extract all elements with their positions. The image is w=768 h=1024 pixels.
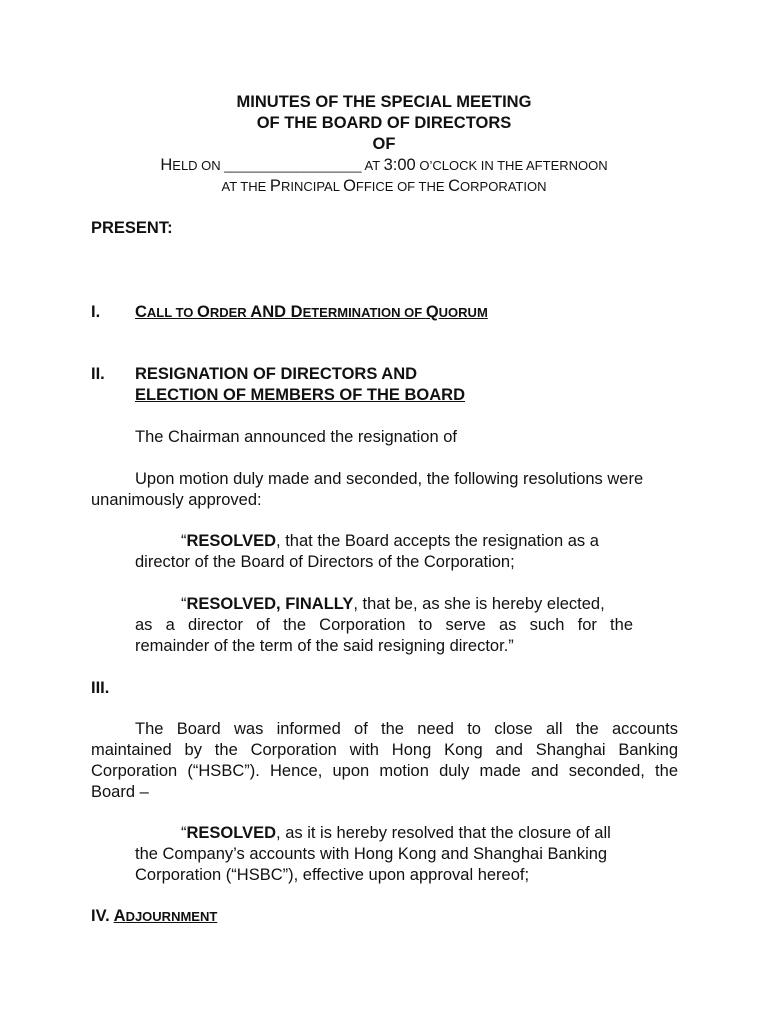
resolution-2-line-1: “RESOLVED, FINALLY, that be, as she is hereby elected, bbox=[181, 595, 605, 613]
motion-line-1: Upon motion duly made and seconded, the following resolutions were bbox=[135, 470, 644, 488]
title-line-1: MINUTES OF THE SPECIAL MEETING bbox=[236, 93, 532, 111]
section-1-numeral: I. bbox=[91, 303, 101, 321]
section-2-title-line-1: RESIGNATION OF DIRECTORS AND bbox=[135, 365, 418, 383]
section-1-title: CALL TO ORDER AND DETERMINATION OF QUORUM bbox=[135, 303, 488, 321]
hsbc-paragraph-line-1: The Board was informed of the need to close all the accounts bbox=[135, 720, 678, 738]
hsbc-paragraph-line-3: Corporation (“HSBC”). Hence, upon motion duly made and seconded, the bbox=[91, 762, 678, 780]
hsbc-resolution-line-3: Corporation (“HSBC”), effective upon approval hereof; bbox=[135, 866, 530, 884]
resolution-2-line-2: as a director of the Corporation to serve as such for the bbox=[135, 616, 633, 634]
held-on-line: HELD ON ___________________ AT 3:00 O’CLOCK IN THE AFTERNOON bbox=[160, 156, 608, 174]
motion-line-2: unanimously approved: bbox=[91, 491, 262, 509]
hsbc-resolution-line-2: the Company’s accounts with Hong Kong and Shanghai Banking bbox=[135, 845, 608, 863]
section-2-title-line-2: ELECTION OF MEMBERS OF THE BOARD bbox=[135, 386, 465, 404]
hsbc-paragraph-line-2: maintained by the Corporation with Hong Kong and Shanghai Banking bbox=[91, 741, 678, 759]
resolution-1-line-2: director of the Board of Directors of the Corporation; bbox=[135, 553, 515, 571]
section-2-numeral: II. bbox=[91, 365, 105, 383]
resolution-1-line-1: “RESOLVED, that the Board accepts the resignation as a bbox=[181, 532, 599, 550]
resolution-2-line-3: remainder of the term of the said resigning director.” bbox=[135, 637, 514, 655]
section-4-heading: IV. ADJOURNMENT bbox=[91, 907, 218, 925]
title-line-3: OF bbox=[372, 135, 396, 153]
title-line-2: OF THE BOARD OF DIRECTORS bbox=[256, 114, 512, 132]
office-line: AT THE PRINCIPAL OFFICE OF THE CORPORATION bbox=[221, 177, 547, 195]
section-3-numeral: III. bbox=[91, 679, 110, 697]
hsbc-paragraph-line-4: Board – bbox=[91, 783, 149, 801]
hsbc-resolution-line-1: “RESOLVED, as it is hereby resolved that the closure of all bbox=[181, 824, 611, 842]
chairman-announcement: The Chairman announced the resignation of bbox=[135, 428, 457, 446]
present-label: PRESENT: bbox=[91, 219, 173, 237]
